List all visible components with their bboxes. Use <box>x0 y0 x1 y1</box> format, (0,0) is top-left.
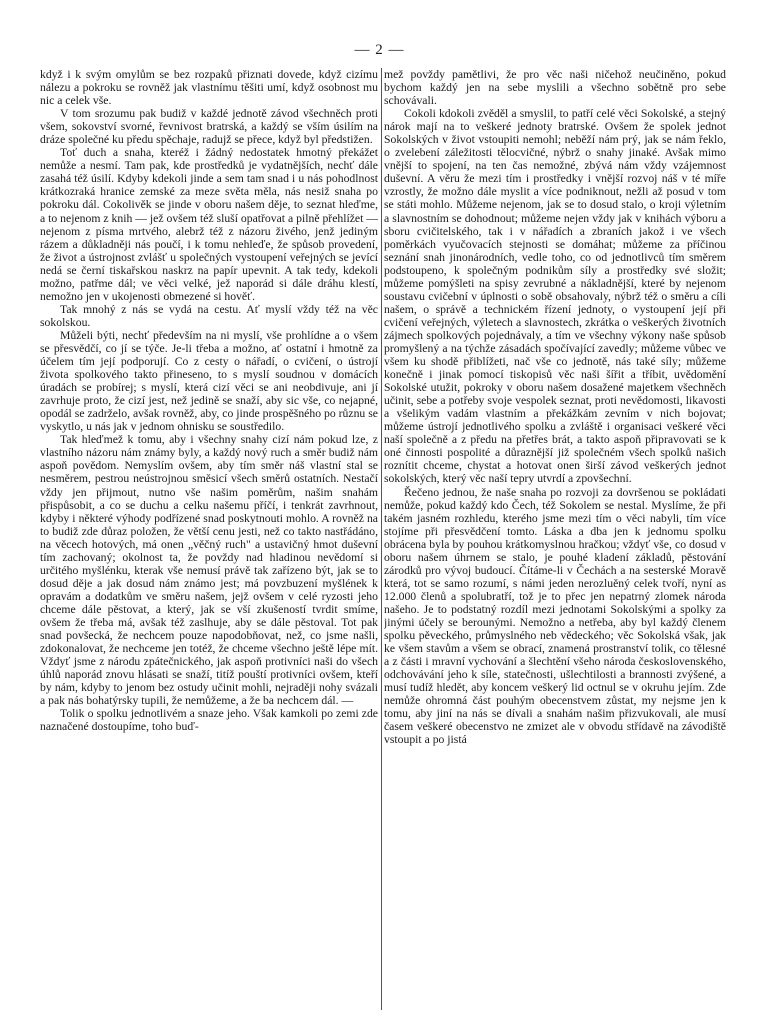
page-number: — 2 — <box>354 42 405 58</box>
paragraph: Můželi býti, nechť především na ni myslí, vše prohlídne a o všem se přesvědčí, co jí se týče. Je-li třeba a možno, ať ostatní i hmotně za účelem tím její podporují. Co z cesty o nářadí, o cvičení, o ústrojí života spolkového takto přineseno, to s myslí soudnou v domácích úradách se probírej; s myslí, která cizí věci se ani neobdivuje, ani jí zavrhuje proto, že cizí jest, než jedině se snaží, aby sic vše, co nejapné, opodál se zadrželo, avšak rovněž, aby, co jinde prospěšného po různu se vyskytlo, u nás jak v jednom ohnisku se soustředilo. <box>40 328 378 434</box>
column-divider <box>381 68 382 1010</box>
paragraph: když i k svým omylům se bez rozpaků přiznati dovede, když cizímu nálezu a pokroku se rovněž jak vlastnímu těšiti umí, když osobnost mu nic a celek vše. <box>40 68 378 108</box>
paragraph: Tak hleďmež k tomu, aby i všechny snahy cizí nám pokud lze, z vlastního názoru nám známy byly, a každý nový ruch a směr budiž nám aspoň povědom. Nemyslím ovšem, aby tím směr náš vlastní stal se nesměrem, pestrou neústrojnou směsicí všech směrů ostatních. Nestačí vždy jen přijmout, nutno vše našim poměrům, našim snahám přispůsobit, a co se duchu a celku našemu příčí, i tenkrát zavrhnout, kdyby i některé výhody podřízené snad poskytnouti mohlo. A rovněž na to budiž zde důraz položen, že větší cenu jesti, než co takto nastřádáno, na věcech hotových, má onen „věčný ruch" a ustavičný hmot duševní tím zachovaný; okolnost ta, že povždy nad hladinou nevědomí si určitého myšlénku, kterak vše nemusí právě tak zařízeno být, jak se to dosud děje a jak dosud nám známo jest; má povzbuzení myšlének k opravám a dodatkům ve směru našem, jejž ovšem v celé ryzosti jeho chceme dále pěstovat, a který, jak se vší zkušeností tvrdit smíme, ovšem že třeba má, avšak též zaslhuje, aby se dále pěstoval. Tot pak snad povšecká, že nechcem pouze napodobňovat, než, co jsme našli, zdokonalovat, že nechceme jen totéž, že chceme všechno ještě lépe mít. Vždyť jsme z národu zpátečnického, jak aspoň protivníci naši do všech úhlů naporád znovu hlásati se snaží, titíž pouští protivníci ovšem, kteří by nám, kdyby to jenom bez ostudy učinit mohli, nejraději nohy svázali a pak nás bohatýrsky tupili, že nemůžeme, a že ba nechcem dál. — <box>40 433 378 708</box>
paragraph: Toť duch a snaha, kteréž i žádný nedostatek hmotný překážet nemůže a nesmí. Tam pak, kde prostředků je vydatnějších, nechť dále zasahá též úsilí. Kdyby kdekoli jinde a sem tam snad i u nás pohodlnost krátkozraká hranice zemské za meze světa měla, nás nesiž snaha po pokroku dál. Cokolivěk se jinde v oboru našem děje, to seznat hleďme, a to nejenom z knih — jež ovšem též sluší opatřovat a pilně přehlížet — nejenom z písma mrtvého, alebrž též z názoru živého, jenž jediným rázem a důkladněji nás poučí, i k tomu nehleďe, že spůsob provedení, že život a ústrojnost zvlášť u společných vystoupení veřejných se jevící nedá se černí tiskařskou naskrz na papír upevnit. A tak tedy, kdekoli možno, patřme dál; ve věci velké, jež naporád si dále dráhu klestí, nemožno jen v ukojenosti obmezené si hověť. <box>40 146 378 303</box>
paragraph: mež povždy pamětlivi, že pro věc naši ničehož neučiněno, pokud bychom každý jen na sebe myslili a všechno sobětně pro sebe schovávali. <box>384 68 726 108</box>
paragraph: Tak mnohý z nás se vydá na cestu. Ať myslí vždy též na věc sokolskou. <box>40 302 378 329</box>
paragraph: V tom srozumu pak budiž v každé jednotě závod všechněch proti všem, sokovství svorné, řevnivost bratrská, a každý se vším úsilím na dráze společné ku předu spěchaje, radujž se přece, když byl předstižen. <box>40 107 378 147</box>
right-column <box>384 68 726 1010</box>
paragraph: Tolik o spolku jednotlivém a snaze jeho. Však kamkoli po zemi zde naznačené dostoupíme, toho buď- <box>40 707 378 734</box>
left-column <box>40 68 378 1010</box>
paragraph: Řečeno jednou, že naše snaha po rozvoji za dovršenou se pokládati nemůže, pokud každý kdo Čech, též Sokolem se nestal. Myslíme, že při takém jasném rozhledu, kterého jsme mezi tím o věci nabyli, tím více stojíme při přesvědčení tomto. Láska a dba jen k jednomu spolku obrácena byla by pouhou krátkomyslnou hračkou; vždyť vše, co dosud v oboru našem úhrnem se stalo, je pouhé kladení základů, pěstování zárodků pro vývoj budoucí. Čítáme-li v Čechách a na sesterské Moravě která, tot se samo rozumí, s námi jeden nerozluěný celek tvoří, nyní as 12.000 členů a spolubratří, tož je to přec jen nepatrný zlomek národa našeho. Je to podstatný rozdíl mezi jednotami Sokolskými a spolky za jinými účely se berounými. Nemožno a netřeba, aby byl každý členem spolku pěveckého, průmyslného neb vědeckého; věc Sokolská však, jak ke všem stavům a všem se obrací, znamená prostranství tolik, co tělesné a z části i mravní vychování a šlechtění všeho národa československého, odchovávání jeho k síle, statečnosti, ušlechtilosti a brannosti zvýšené, a musí tudíž hledět, aby koncem veškerý lid octnul se v okruhu jejím. Zde nemůže ohromná část pouhým obecenstvem zůstat, my nejsme jen k tomu, aby jiní na nás se dívali a snahám našim přizvukovali, ale musí časem veškeré obecenstvo ne zmizet ale v obvodu střídavě na závodiště vstoupit a po jistá <box>384 485 726 747</box>
paragraph: Cokoli kdokoli zvěděl a smyslil, to patří celé věci Sokolské, a stejný nárok mají na to veškeré jednoty bratrské. Ovšem že spolek jednot Sokolských v život vstoupiti nemohl; neběží nám prý, jak se nám řeklo, o zvelebení záležitosti tělocvičné, nýbrž o snahy jinaké. Avšak mimo vnější to spojení, na ten čas nemožné, zbývá nám vždy vzájemnost duševní. A věru že mezi tím i prostředky i vnější rozvoj náš v té míře vzrostly, že možno dále myslit a více podniknout, nežli až posud v tom se státi mohlo. Můžeme nejenom, jak se to dosud stalo, o kroji výletním a slavnostním se dohodnout; můžeme nejen vždy jak v knihách výboru a sboru cvičitelského, tak i v nářadích a zbraních jakož i ve všech poměrkách vyučovacích stejnosti se domáhat; můžeme za příčinou seznání snah jinonárodních, vedle toho, co od jednotlivců tím směrem podstoupeno, k společným podnikům síly a prostředky své složit; můžeme pomýšleti na spisy zevrubné a nákladnější, které by nejenom soustavu cvičební v úplnosti o sobě obsahovaly, nýbrž též o směru a cíli našem, o správě a technickém řízení jednoty, o vystoupení její při cvičení veřejných, výletech a slavnostech, zkrátka o veškerých životních zájmech spolkových pojednávaly, a tím ve všechny výkony naše spůsob promyšlený a na týchže zásadách spočívající zavedly; můžeme vůbec ve všem ku shodě přiblížeti, nač vše co jednotě, nás také síly; můžeme konečně i jinak pomocí tiskopisů věc naši šířit a tříbit, uvědomění Sokolské utužit, pokroky v oboru našem dosažené majetkem všechněch učinit, sebe a potřeby svoje vespolek seznat, proti nevědomosti, likavosti a všelikým vadám vlastním a překážkám zevním v nich bojovat; můžeme ústrojí jednotlivého spolku a zvláště i organisaci veškeré věci naší společně a z předu na přetřes brát, a takto aspoň připravovati se k oné činnosti pospolité a důraznější již společném všech spolků našich roznítit chceme, chystat a hotovat onen širší závod veškerých jednot sokolských, který věc naší tepry utvrdí a zpovšechní. <box>384 107 726 486</box>
